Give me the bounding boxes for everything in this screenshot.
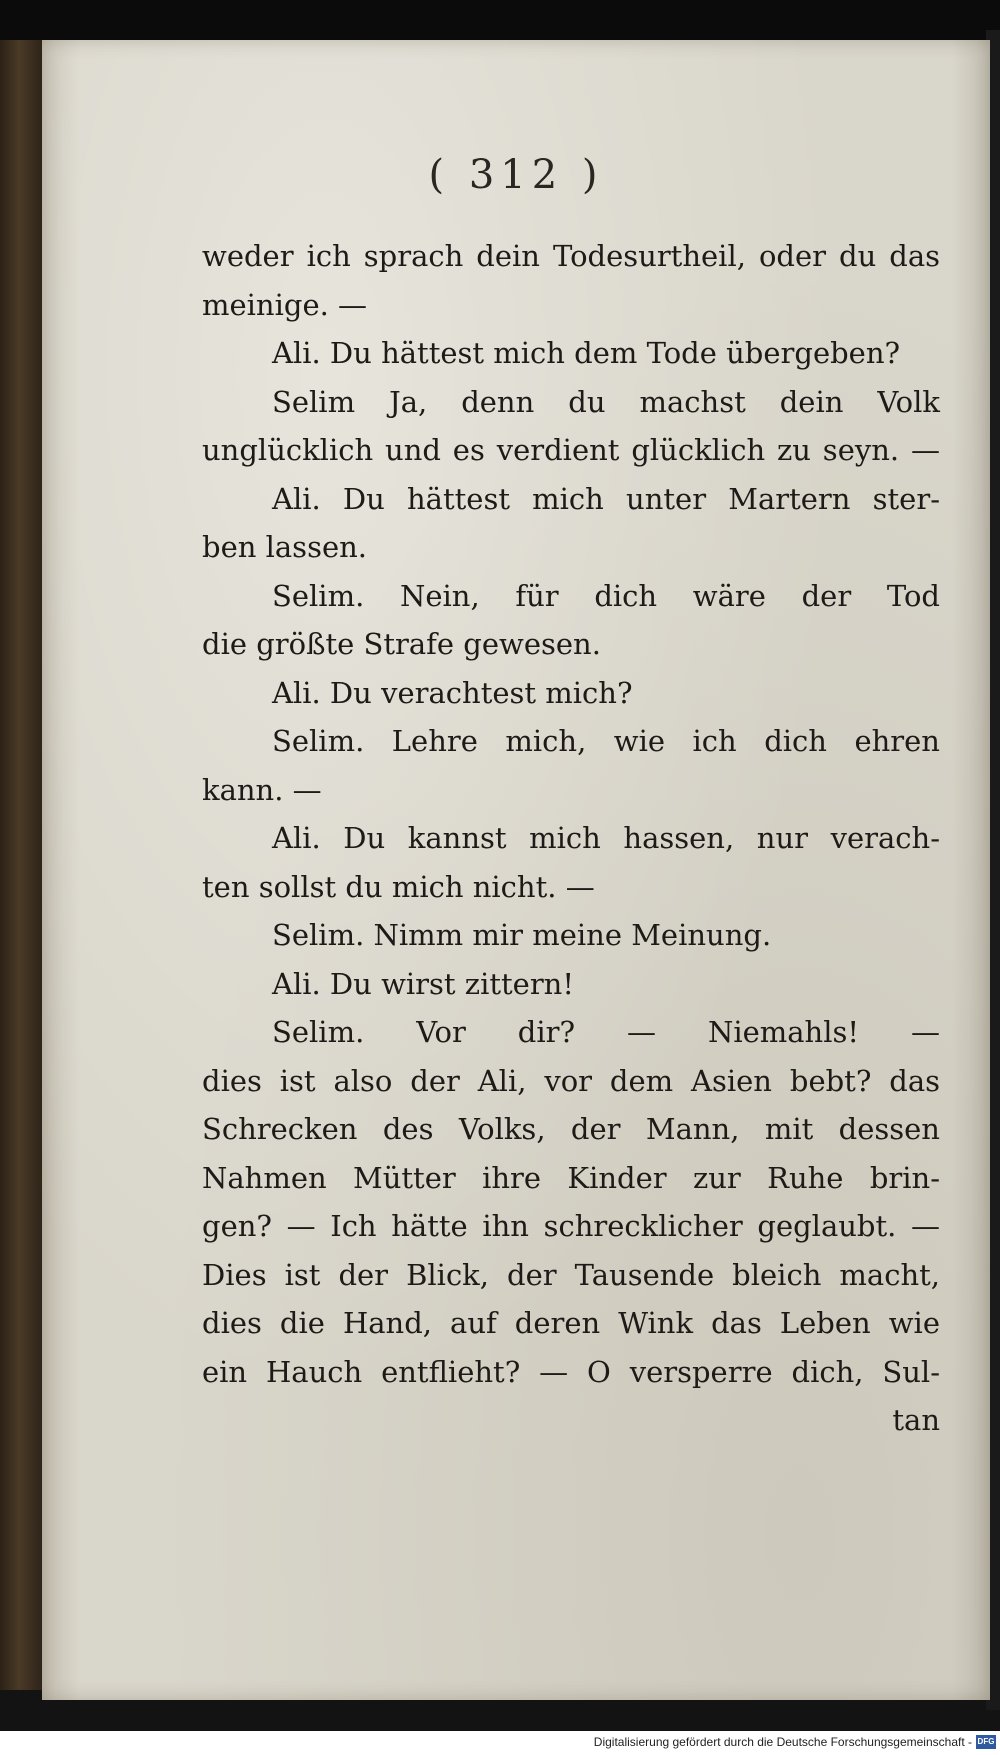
text-line: Ali. Du verachtest mich? bbox=[272, 675, 633, 710]
catchword: tan bbox=[892, 1403, 940, 1437]
text-line: unglücklich und es verdient glücklich zu seyn. — bbox=[202, 433, 940, 467]
text-line: Nahmen Mütter ihre Kinder zur Ruhe brin- bbox=[202, 1160, 940, 1195]
text-line: dies die Hand, auf deren Wink das Leben wie bbox=[202, 1306, 940, 1340]
text-line: Dies ist der Blick, der Tausende bleich macht, bbox=[202, 1257, 940, 1292]
text-line: Schrecken des Volks, der Mann, mit dessen bbox=[202, 1112, 940, 1146]
text-line: Selim. Vor dir? — Niemahls! — bbox=[272, 1015, 940, 1049]
text-line: Ali. Du hättest mich unter Martern ster- bbox=[272, 481, 940, 516]
text-line: dies ist also der Ali, vor dem Asien bebt? das bbox=[202, 1063, 940, 1098]
text-line: ben lassen. bbox=[202, 530, 368, 564]
text-line: meinige. — bbox=[202, 287, 368, 322]
text-line: Ali. Du wirst zittern! bbox=[272, 966, 575, 1001]
text-line: Ali. Du kannst mich hassen, nur verach- bbox=[272, 821, 940, 855]
text-line: weder ich sprach dein Todesurtheil, oder du das bbox=[202, 239, 940, 273]
text-line: gen? — Ich hätte ihn schrecklicher geglaubt. — bbox=[202, 1209, 940, 1243]
scan-top-border bbox=[0, 0, 1000, 40]
text-line: Ali. Du hättest mich dem Tode übergeben? bbox=[272, 336, 901, 370]
dfg-logo: DFG bbox=[976, 1735, 996, 1749]
page-number: ( 312 ) bbox=[428, 152, 604, 198]
paper-page bbox=[42, 40, 990, 1700]
text-line: die größte Strafe gewesen. bbox=[202, 627, 601, 661]
funding-credit: Digitalisierung gefördert durch die Deutsche Forschungsgemeinschaft - bbox=[593, 1735, 972, 1749]
text-line: Selim. Lehre mich, wie ich dich ehren bbox=[272, 724, 940, 758]
book-spine-edge bbox=[0, 40, 42, 1690]
page-text bbox=[202, 232, 940, 1445]
digitization-footer bbox=[0, 1731, 1000, 1755]
text-line: kann. — bbox=[202, 772, 322, 807]
text-line: Selim Ja, denn du machst dein Volk bbox=[272, 384, 940, 419]
text-line: ten sollst du mich nicht. — bbox=[202, 869, 595, 904]
text-line: Selim. Nimm mir meine Meinung. bbox=[272, 918, 772, 952]
text-line: Selim. Nein, für dich wäre der Tod bbox=[272, 578, 940, 613]
text-line: ein Hauch entflieht? — O versperre dich, Sul- bbox=[202, 1354, 940, 1389]
